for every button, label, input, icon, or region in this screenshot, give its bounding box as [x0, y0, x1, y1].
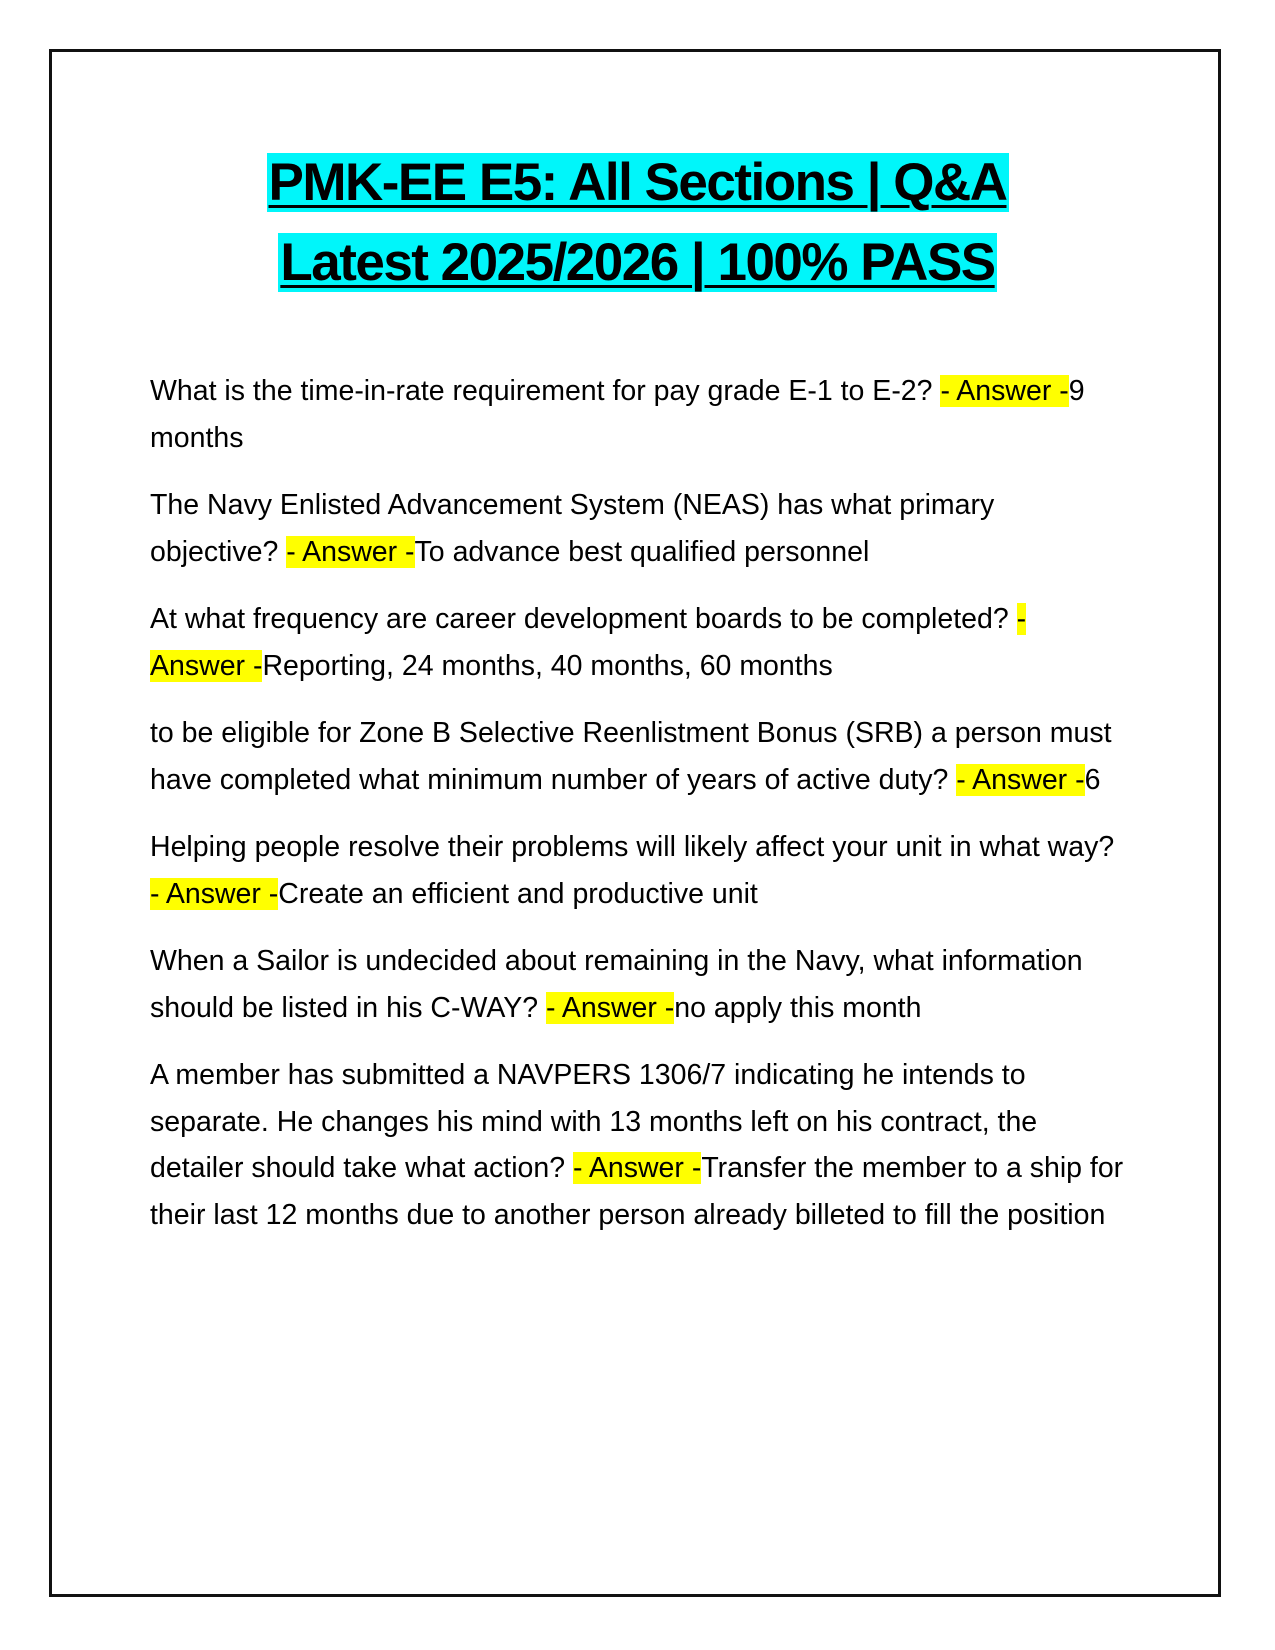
answer-marker: - Answer - [573, 1152, 702, 1184]
title-line-2 [0, 223, 1275, 303]
answer-marker: - Answer - [286, 535, 415, 568]
question-text: What is the time-in-rate requirement for pay grade E-1 to E-2? [150, 375, 941, 407]
document-title [0, 143, 1275, 303]
answer-text: Reporting, 24 months, 40 months, 60 months [262, 649, 833, 682]
title-line-1 [0, 143, 1275, 223]
answer-text: no apply this month [674, 991, 922, 1024]
qa-item-2 [150, 482, 1125, 575]
answer-text: 6 [1084, 763, 1101, 796]
answer-text: Create an efficient and productive unit [278, 877, 758, 910]
answer-marker: - Answer - [150, 603, 1027, 682]
answer-marker: - Answer - [956, 763, 1085, 796]
qa-item-4 [150, 710, 1125, 803]
qa-item-3 [150, 596, 1125, 689]
question-text: Helping people resolve their problems will likely affect your unit in what way? [150, 831, 1115, 863]
question-text: A member has submitted a NAVPERS 1306/7 indicating he intends to separate. He changes his mind with 13 months left on his contract, the detailer should take what action? [150, 1059, 1038, 1184]
question-text: to be eligible for Zone B Selective Reenlistment Bonus (SRB) a person must have completed what minimum number of years of active duty? [150, 717, 1112, 796]
answer-text: Transfer the member to a ship for their last 12 months due to another person already billeted to fill the position [150, 1152, 1124, 1231]
qa-item-7 [150, 1052, 1125, 1238]
qa-list [150, 368, 1125, 1259]
answer-text: 9 months [150, 375, 1085, 454]
question-text: When a Sailor is undecided about remaining in the Navy, what information should be listed in his C-WAY? [150, 945, 1083, 1024]
qa-item-6 [150, 938, 1125, 1031]
answer-marker: - Answer - [546, 991, 675, 1024]
question-text: At what frequency are career development boards to be completed? [150, 603, 1017, 635]
answer-marker: - Answer - [150, 877, 279, 910]
qa-item-1 [150, 368, 1125, 461]
qa-item-5 [150, 824, 1125, 917]
title-line-2-text: Latest 2025/2026 | 100% PASS [280, 233, 995, 292]
question-text: The Navy Enlisted Advancement System (NEAS) has what primary objective? [150, 489, 995, 568]
answer-marker: - Answer - [940, 375, 1069, 407]
title-line-1-text: PMK-EE E5: All Sections | Q&A [268, 153, 1007, 212]
answer-text: To advance best qualified personnel [414, 535, 870, 568]
